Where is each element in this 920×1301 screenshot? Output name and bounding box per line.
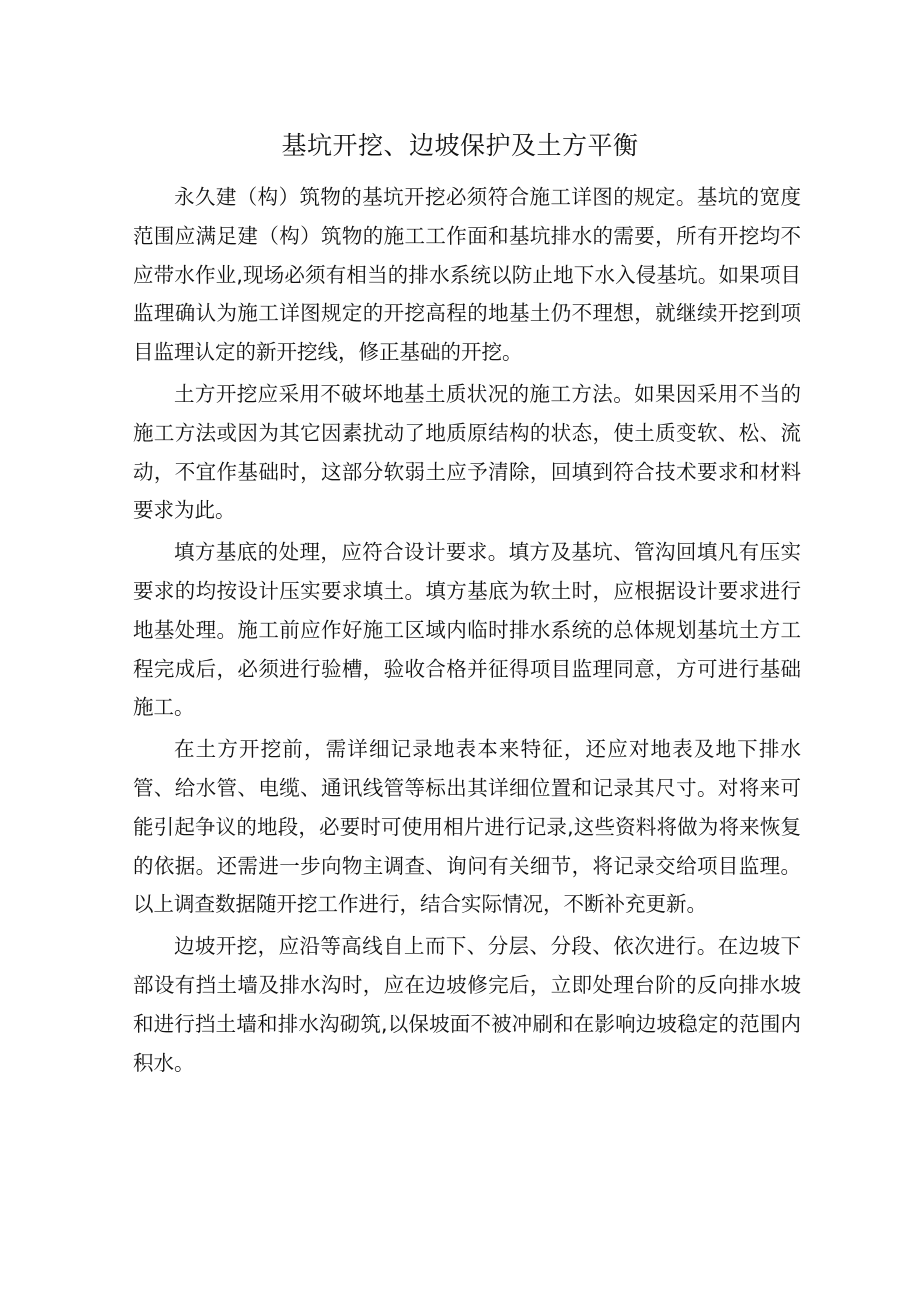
- paragraph-pre-excavation-survey: 在土方开挖前，需详细记录地表本来特征，还应对地表及地下排水管、给水管、电缆、通讯线管等标出其详细位置和记录其尺寸。对将来可能引起争议的地段，必要时可使用相片进行记录,这些资料将做为将来恢复的依据。还需进一步向物主调查、询问有关细节，将记录交给项目监理。以上调查数据随开挖工作进行，结合实际情况，不断补充更新。: [133, 737, 801, 917]
- document-title: 基坑开挖、边坡保护及土方平衡: [281, 131, 639, 160]
- paragraph-fill-base-treatment: 填方基底的处理，应符合设计要求。填方及基坑、管沟回填凡有压实要求的均按设计压实要求填土。填方基底为软土时，应根据设计要求进行地基处理。施工前应作好施工区域内临时排水系统的总体规划基坑土方工程完成后，必须进行验槽，验收合格并征得项目监理同意，方可进行基础施工。: [133, 540, 801, 720]
- document-body: [133, 178, 801, 1085]
- paragraph-construction-method: 土方开挖应采用不破坏地基土质状况的施工方法。如果因采用不当的施工方法或因为其它因素扰动了地质原结构的状态，使土质变软、松、流动，不宜作基础时，这部分软弱土应予清除，回填到符合技术要求和材料要求为此。: [133, 381, 801, 523]
- paragraph-slope-excavation: 边坡开挖，应沿等高线自上而下、分层、分段、依次进行。在边坡下部设有挡土墙及排水沟时，应在边坡修完后，立即处理台阶的反向排水坡和进行挡土墙和排水沟砌筑,以保坡面不被冲刷和在影响边坡稳定的范围内积水。: [133, 934, 801, 1075]
- paragraph-excavation-requirements: 永久建（构）筑物的基坑开挖必须符合施工详图的规定。基坑的宽度范围应满足建（构）筑物的施工工作面和基坑排水的需要，所有开挖均不应带水作业,现场必须有相当的排水系统以防止地下水入侵基坑。如果项目监理确认为施工详图规定的开挖高程的地基土仍不理想，就继续开挖到项目监理认定的新开挖线，修正基础的开挖。: [133, 185, 801, 365]
